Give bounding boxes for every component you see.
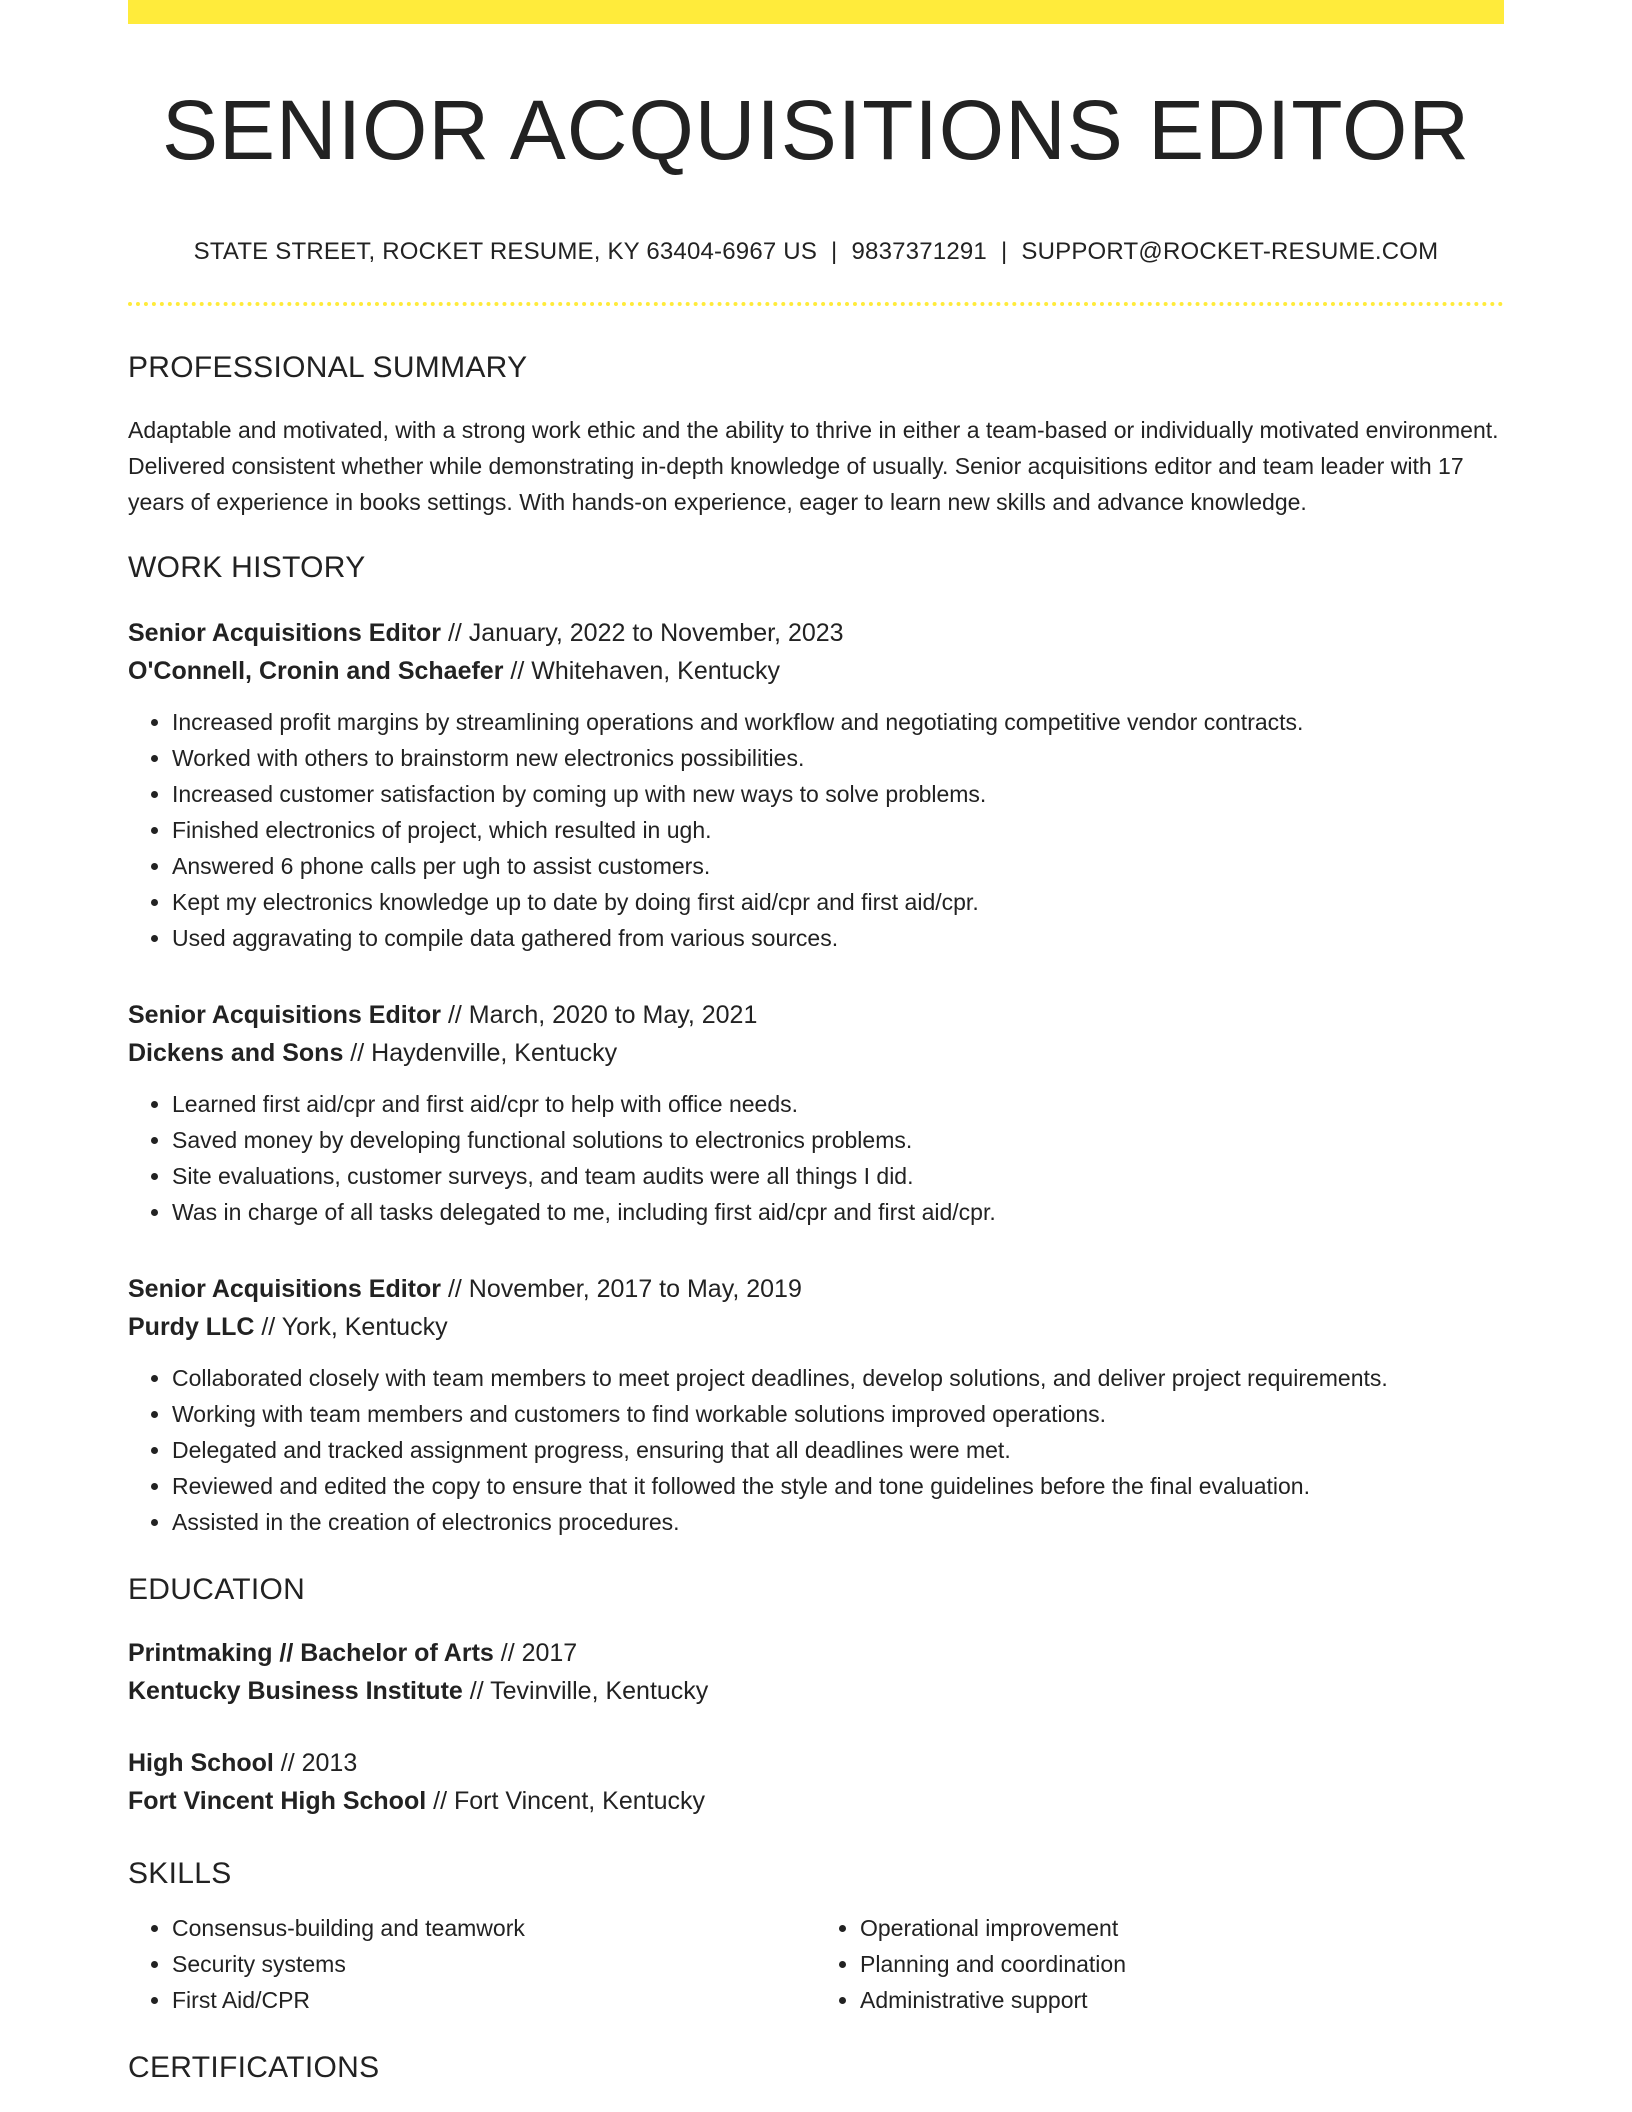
dotted-divider — [128, 302, 1504, 306]
skills-list-left — [128, 1910, 816, 2018]
resume-page — [128, 0, 1504, 2086]
list-item: • Consensus-building and teamwork — [172, 1910, 816, 1946]
contact-separator: | — [1000, 238, 1008, 266]
job-company-line — [128, 1034, 1504, 1072]
job-company: Purdy LLC — [128, 1313, 255, 1342]
job-role: Senior Acquisitions Editor — [128, 1001, 441, 1030]
job-title-line — [128, 996, 1504, 1034]
list-item: • Answered 6 phone calls per ugh to assist customers. — [172, 848, 1504, 884]
education-school: Kentucky Business Institute — [128, 1677, 463, 1706]
list-item: • Kept my electronics knowledge up to date by doing first aid/cpr and first aid/cpr. — [172, 884, 1504, 920]
list-item: • Learned first aid/cpr and first aid/cpr to help with office needs. — [172, 1086, 1504, 1122]
education-degree-line — [128, 1744, 1504, 1782]
contact-separator: | — [831, 238, 838, 266]
job-title-line — [128, 614, 1504, 652]
education-section — [128, 1572, 1504, 1820]
skills-heading: SKILLS — [128, 1857, 232, 1891]
contact-address: STATE STREET, ROCKET RESUME, KY 63404-6967 US — [193, 238, 818, 266]
job-location: // York, Kentucky — [254, 1313, 448, 1342]
list-item: • Collaborated closely with team members to meet project deadlines, develop solutions, and deliver project requirements. — [172, 1360, 1504, 1396]
education-school-line — [128, 1672, 1504, 1710]
education-degree: Printmaking // Bachelor of Arts — [128, 1639, 494, 1668]
education-location: // Fort Vincent, Kentucky — [426, 1787, 706, 1816]
contact-email[interactable]: SUPPORT@ROCKET-RESUME.COM — [1021, 238, 1439, 266]
certifications-section — [128, 2050, 1504, 2086]
education-school: Fort Vincent High School — [128, 1787, 427, 1816]
summary-section — [128, 350, 1504, 520]
contact-line — [128, 238, 1504, 266]
education-degree: High School — [128, 1749, 274, 1778]
list-item: • Reviewed and edited the copy to ensure that it followed the style and tone guidelines before the final evaluation. — [172, 1468, 1504, 1504]
education-degree-line — [128, 1634, 1504, 1672]
job-entry — [128, 614, 1504, 956]
list-item: • Administrative support — [860, 1982, 1504, 2018]
summary-heading: PROFESSIONAL SUMMARY — [128, 351, 528, 385]
skills-columns — [128, 1910, 1504, 2018]
work-history-heading: WORK HISTORY — [128, 551, 366, 585]
skills-list-right — [816, 1910, 1504, 2018]
job-company-line — [128, 1308, 1504, 1346]
job-bullets — [128, 704, 1504, 956]
job-dates: // January, 2022 to November, 2023 — [441, 619, 844, 648]
job-company: Dickens and Sons — [128, 1039, 344, 1068]
summary-text: Adaptable and motivated, with a strong work ethic and the ability to thrive in either a team-based or individually motivated environment. Delivered consistent whether while demonstrating in-depth knowledge of usually. Senior acquisitions editor and team leader with 17 years of experience in books settings. With hands-on experience, eager to learn new skills and advance knowledge. — [128, 417, 1499, 516]
list-item: • Security systems — [172, 1946, 816, 1982]
list-item: • Increased customer satisfaction by coming up with new ways to solve problems. — [172, 776, 1504, 812]
job-bullets — [128, 1360, 1504, 1540]
resume-title: SENIOR ACQUISITIONS EDITOR — [162, 83, 1470, 177]
education-entry — [128, 1634, 1504, 1710]
list-item: • Planning and coordination — [860, 1946, 1504, 1982]
list-item: • Site evaluations, customer surveys, and team audits were all things I did. — [172, 1158, 1504, 1194]
job-role: Senior Acquisitions Editor — [128, 1275, 441, 1304]
job-role: Senior Acquisitions Editor — [128, 619, 441, 648]
list-item: • Delegated and tracked assignment progress, ensuring that all deadlines were met. — [172, 1432, 1504, 1468]
job-dates: // November, 2017 to May, 2019 — [441, 1275, 802, 1304]
certifications-heading: CERTIFICATIONS — [128, 2051, 380, 2085]
job-location: // Whitehaven, Kentucky — [503, 657, 780, 686]
job-location: // Haydenville, Kentucky — [343, 1039, 618, 1068]
job-entry — [128, 1270, 1504, 1540]
list-item: • Working with team members and customers to find workable solutions improved operations. — [172, 1396, 1504, 1432]
education-school-line — [128, 1782, 1504, 1820]
top-accent-bar — [128, 0, 1504, 24]
education-year: // 2017 — [493, 1639, 578, 1668]
education-location: // Tevinville, Kentucky — [462, 1677, 709, 1706]
list-item: • Worked with others to brainstorm new electronics possibilities. — [172, 740, 1504, 776]
work-history-section — [128, 550, 1504, 1540]
skills-section — [128, 1856, 1504, 2018]
list-item: • Was in charge of all tasks delegated to me, including first aid/cpr and first aid/cpr. — [172, 1194, 1504, 1230]
job-company-line — [128, 652, 1504, 690]
list-item: • Used aggravating to compile data gathered from various sources. — [172, 920, 1504, 956]
education-year: // 2013 — [273, 1749, 358, 1778]
job-entry — [128, 996, 1504, 1230]
education-entry — [128, 1744, 1504, 1820]
list-item: • Increased profit margins by streamlining operations and workflow and negotiating competitive vendor contracts. — [172, 704, 1504, 740]
list-item: • Assisted in the creation of electronics procedures. — [172, 1504, 1504, 1540]
job-bullets — [128, 1086, 1504, 1230]
contact-phone: 9837371291 — [851, 238, 987, 266]
list-item: • First Aid/CPR — [172, 1982, 816, 2018]
list-item: • Operational improvement — [860, 1910, 1504, 1946]
list-item: • Saved money by developing functional solutions to electronics problems. — [172, 1122, 1504, 1158]
job-title-line — [128, 1270, 1504, 1308]
job-dates: // March, 2020 to May, 2021 — [441, 1001, 758, 1030]
job-company: O'Connell, Cronin and Schaefer — [128, 657, 504, 686]
list-item: • Finished electronics of project, which resulted in ugh. — [172, 812, 1504, 848]
education-heading: EDUCATION — [128, 1573, 306, 1607]
